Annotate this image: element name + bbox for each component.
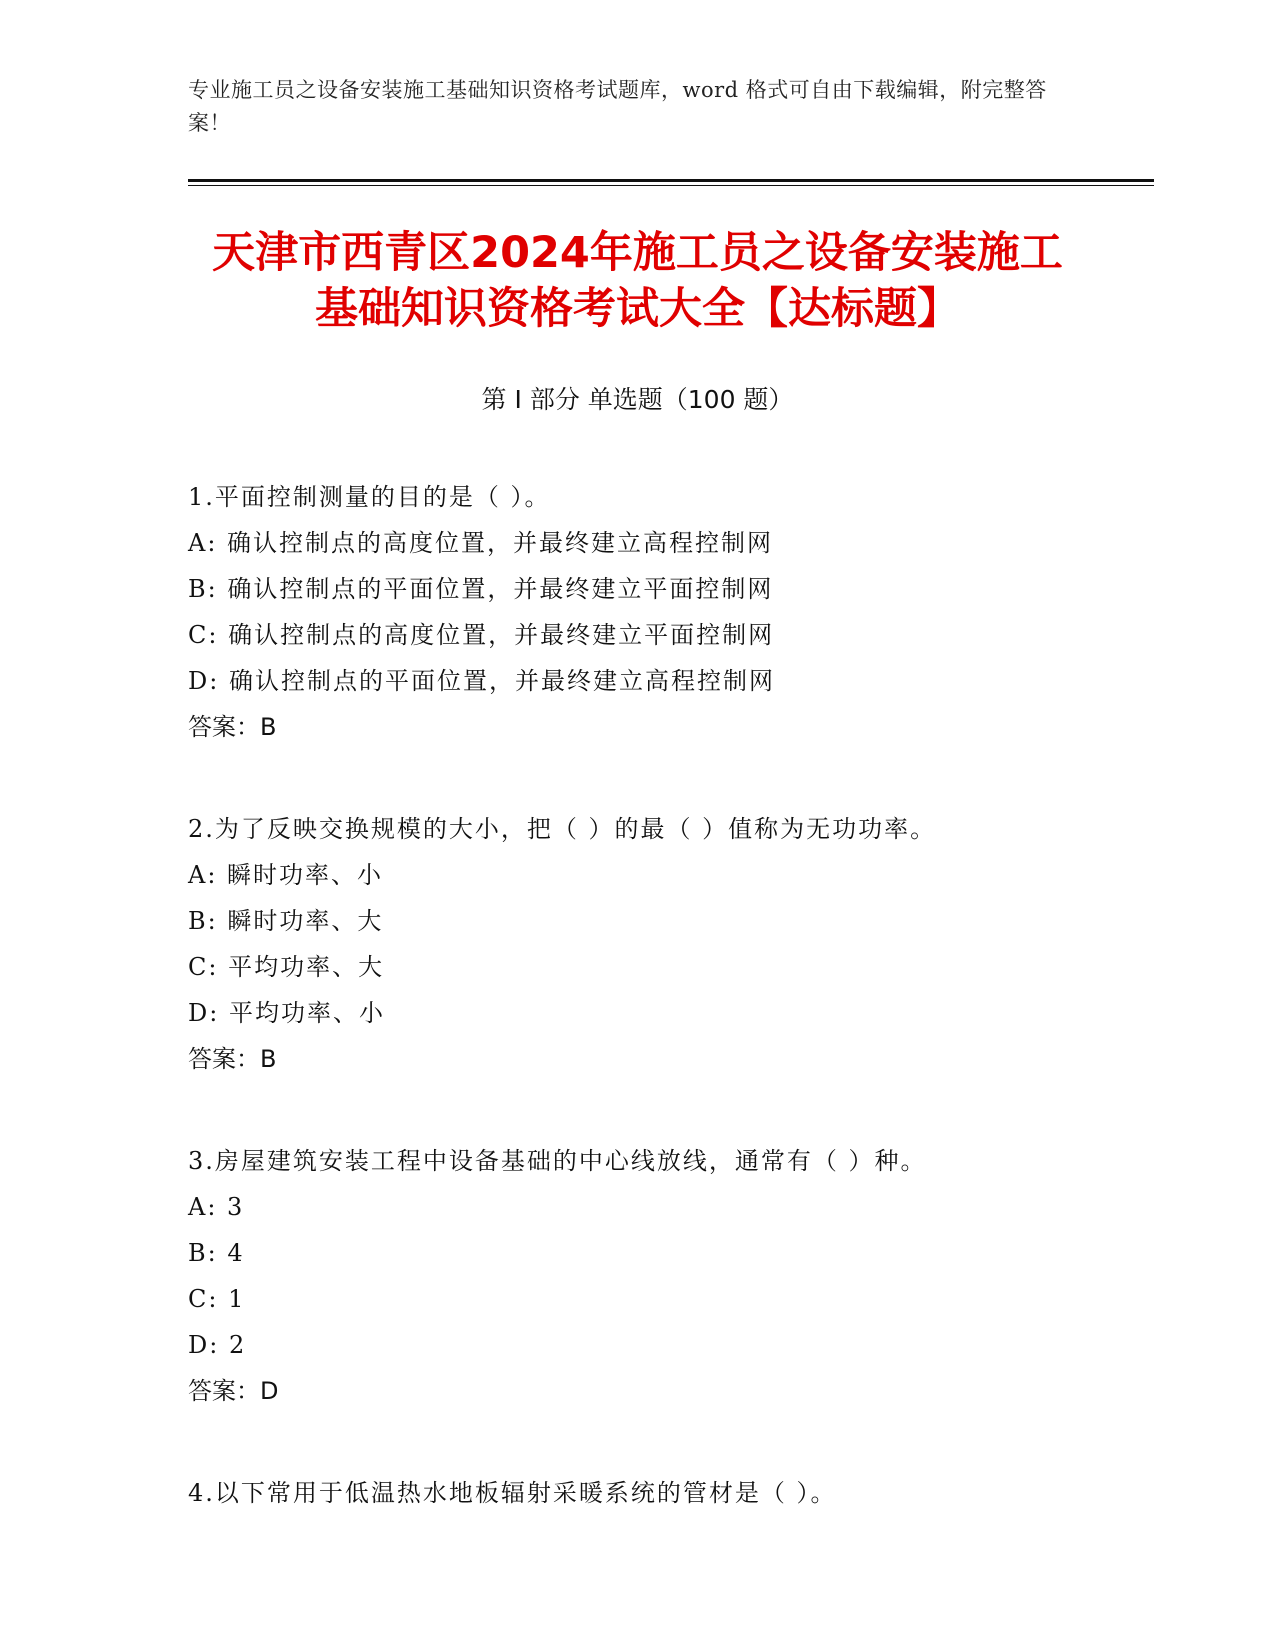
document-title-line-2: 基础知识资格考试大全【达标题】 (315, 284, 960, 334)
option-a: A: 确认控制点的高度位置，并最终建立高程控制网 (188, 529, 774, 557)
question-stem: 3.房屋建筑安装工程中设备基础的中心线放线，通常有（ ）种。 (188, 1147, 927, 1175)
option-a: A: 3 (188, 1193, 245, 1221)
option-c: C: 平均功率、大 (188, 953, 385, 981)
option-b: B: 瞬时功率、大 (188, 907, 384, 935)
option-d: D: 平均功率、小 (188, 999, 385, 1027)
section-title: 第 I 部分 单选题（100 题） (481, 385, 794, 414)
question-3 (188, 1138, 1148, 1414)
question-stem: 1.平面控制测量的目的是（ ）。 (188, 483, 551, 511)
answer-line: 答案：D (188, 1377, 279, 1405)
question-2 (188, 806, 1148, 1082)
question-1 (188, 474, 1148, 750)
header-divider-thick (188, 179, 1154, 182)
option-d: D: 2 (188, 1331, 247, 1359)
option-b: B: 4 (188, 1239, 245, 1267)
answer-line: 答案：B (188, 713, 277, 741)
question-stem: 4.以下常用于低温热水地板辐射采暖系统的管材是（ ）。 (188, 1479, 837, 1507)
header-divider-thin (188, 185, 1154, 186)
option-b: B: 确认控制点的平面位置，并最终建立平面控制网 (188, 575, 774, 603)
option-c: C: 确认控制点的高度位置，并最终建立平面控制网 (188, 621, 775, 649)
answer-line: 答案：B (188, 1045, 277, 1073)
option-d: D: 确认控制点的平面位置，并最终建立高程控制网 (188, 667, 775, 695)
option-c: C: 1 (188, 1285, 246, 1313)
document-title (140, 225, 1135, 337)
option-a: A: 瞬时功率、小 (188, 861, 384, 889)
document-title-line-1: 天津市西青区2024年施工员之设备安装施工 (212, 228, 1063, 278)
question-list (188, 474, 1148, 1572)
question-4 (188, 1470, 1148, 1516)
header-note: 专业施工员之设备安装施工基础知识资格考试题库，word 格式可自由下载编辑，附完整答案！ (188, 78, 1047, 135)
question-stem: 2.为了反映交换规模的大小，把（ ）的最（ ）值称为无功功率。 (188, 815, 937, 843)
